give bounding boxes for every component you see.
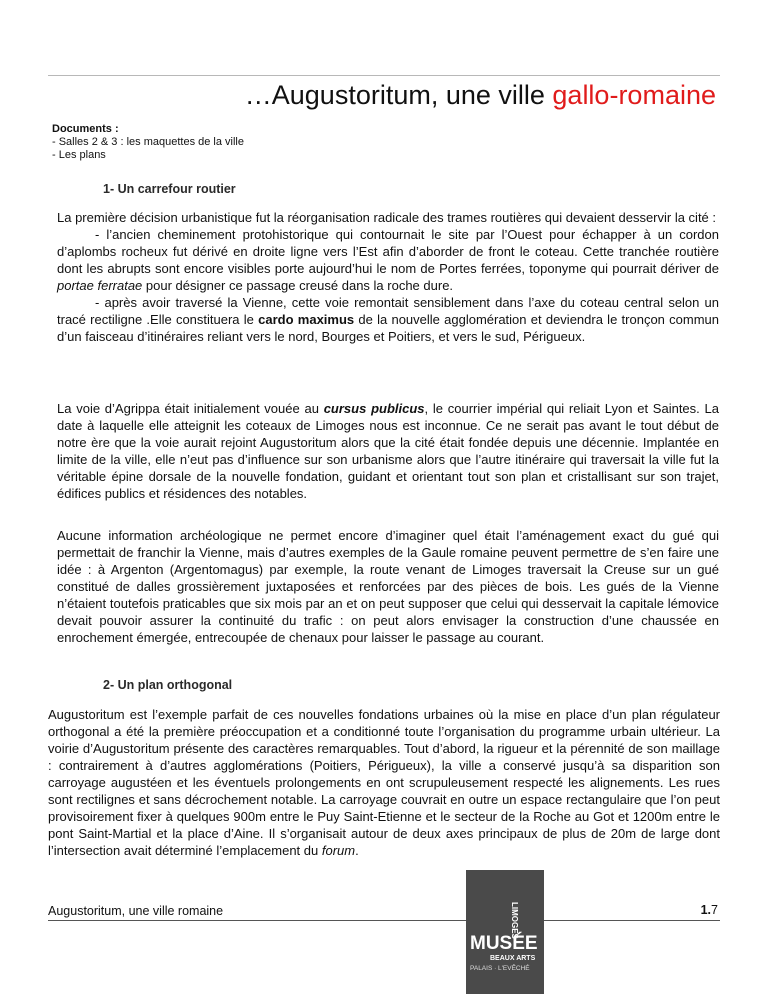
logo-line1: MUSÉE <box>470 933 538 954</box>
logo-line3: PALAIS · L'EVÊCHÉ <box>470 965 530 972</box>
logo-vertical-text: LIMOGES <box>510 902 519 939</box>
title-accent: gallo-romaine <box>552 80 716 110</box>
paragraph-2: La voie d’Agrippa était initialement vouée au cursus publicus, le courrier impérial qui reliait Lyon et Saintes. La date à laquelle elle atteignit les coteaux de Limoges nous est inconnue. Ce ne serait pas avant le tout début de notre ère que la voie aurait rejoint Augustoritum alors que la cité était fondée depuis une décennie. Implantée en limite de la ville, elle n’eut pas d’influence sur son urbanisme alors que l’autre itinéraire qui traversait la ville fut la véritable épine dorsale de la nouvelle fondation, guidant et orientant tout son plan et cristallisant sur son trajet, édifices publics et résidences des notables. <box>57 401 719 501</box>
logo-block <box>466 870 544 994</box>
documents-block <box>52 123 244 162</box>
footer-rule <box>48 920 720 921</box>
footer-title: Augustoritum, une ville romaine <box>48 904 224 918</box>
musee-logo <box>466 870 544 994</box>
documents-heading: Documents : <box>52 123 119 135</box>
paragraph-1: La première décision urbanistique fut la réorganisation radicale des trames routières qui devaient desservir la cité : - l’ancien cheminement protohistorique qui contournait le site par l’Ouest pour échapper à un cordon d’aplombs rocheux fut dérivé en droite ligne vers l’Est afin d’aborder de front le coteau. Cette tranchée routière dont les abrupts sont encore visibles porte aujourd’hui le nom de Portes ferrées, toponyme qui pourrait dériver de portae ferratae pour désigner ce passage creusé dans la roche dure. - après avoir traversé la Vienne, cette voie remontait sensiblement dans l’axe du coteau central selon un tracé rectiligne .Elle constituera le cardo maximus de la nouvelle agglomération et deviendra le tronçon commun d’un faisceau d’itinéraires reliant vers le nord, Bourges et Poitiers, et vers le sud, Périgueux. <box>57 210 720 344</box>
page-number: 1.7 <box>700 903 718 917</box>
section-heading-1: 1- Un carrefour routier <box>103 182 236 196</box>
paragraph-3: Aucune information archéologique ne permet encore d’imaginer quel était l’aménagement exact du gué qui permettait de franchir la Vienne, mais d’autres exemples de la Gaule romaine peuvent permettre de s’en faire une idée : à Argenton (Argentomagus) par exemple, la route venant de Limoges traversait la Creuse sur un gué constitué de dalles grossièrement juxtaposées et renforcées par des pièces de bois. Les gués de la Vienne n’étaient toutefois praticables que six mois par an et on peut supposer que celui qui desservait la capitale lémovice devait pouvoir assurer la continuité du trafic : on peut alors envisager la construction d’une chaussée en enrochement émergée, entrecoupée de chenaux pour laisser le passage au courant. <box>57 528 719 645</box>
page-title: …Augustoritum, une ville gallo-romaine <box>244 80 716 110</box>
paragraph-4: Augustoritum est l’exemple parfait de ces nouvelles fondations urbaines où la mise en place d’un plan régulateur orthogonal a été la première préoccupation et a conditionné toute l’organisation du programme urbain ultérieur. La voirie d’Augustoritum présente des caractères remarquables. Tout d’abord, la rigueur et la pérennité de son maillage : contrairement à d’autres agglomérations (Poitiers, Périgueux), la ville a conservé jusqu’à sa disparition son carroyage augustéen et les éventuels prolongements en ont scrupuleusement respecté les alignements. Les rues sont rectilignes et sans décrochement notable. La carroyage couvrait en outre un espace rectangulaire que l’on peut provisoirement fixer à quelques 900m entre le Puy Saint-Etienne et le secteur de la Roche au Got et 1200m entre le pont Saint-Martial et la place d’Aine. Il s’organisait autour de deux axes principaux de plus de 20m de large dont l’intersection avait déterminé l’emplacement du forum. <box>48 707 720 858</box>
section-heading-2: 2- Un plan orthogonal <box>103 678 233 692</box>
documents-item: - Salles 2 & 3 : les maquettes de la ville <box>52 136 244 148</box>
documents-item: - Les plans <box>52 149 106 161</box>
logo-line2: BEAUX ARTS <box>490 955 536 962</box>
title-rule <box>48 75 720 76</box>
